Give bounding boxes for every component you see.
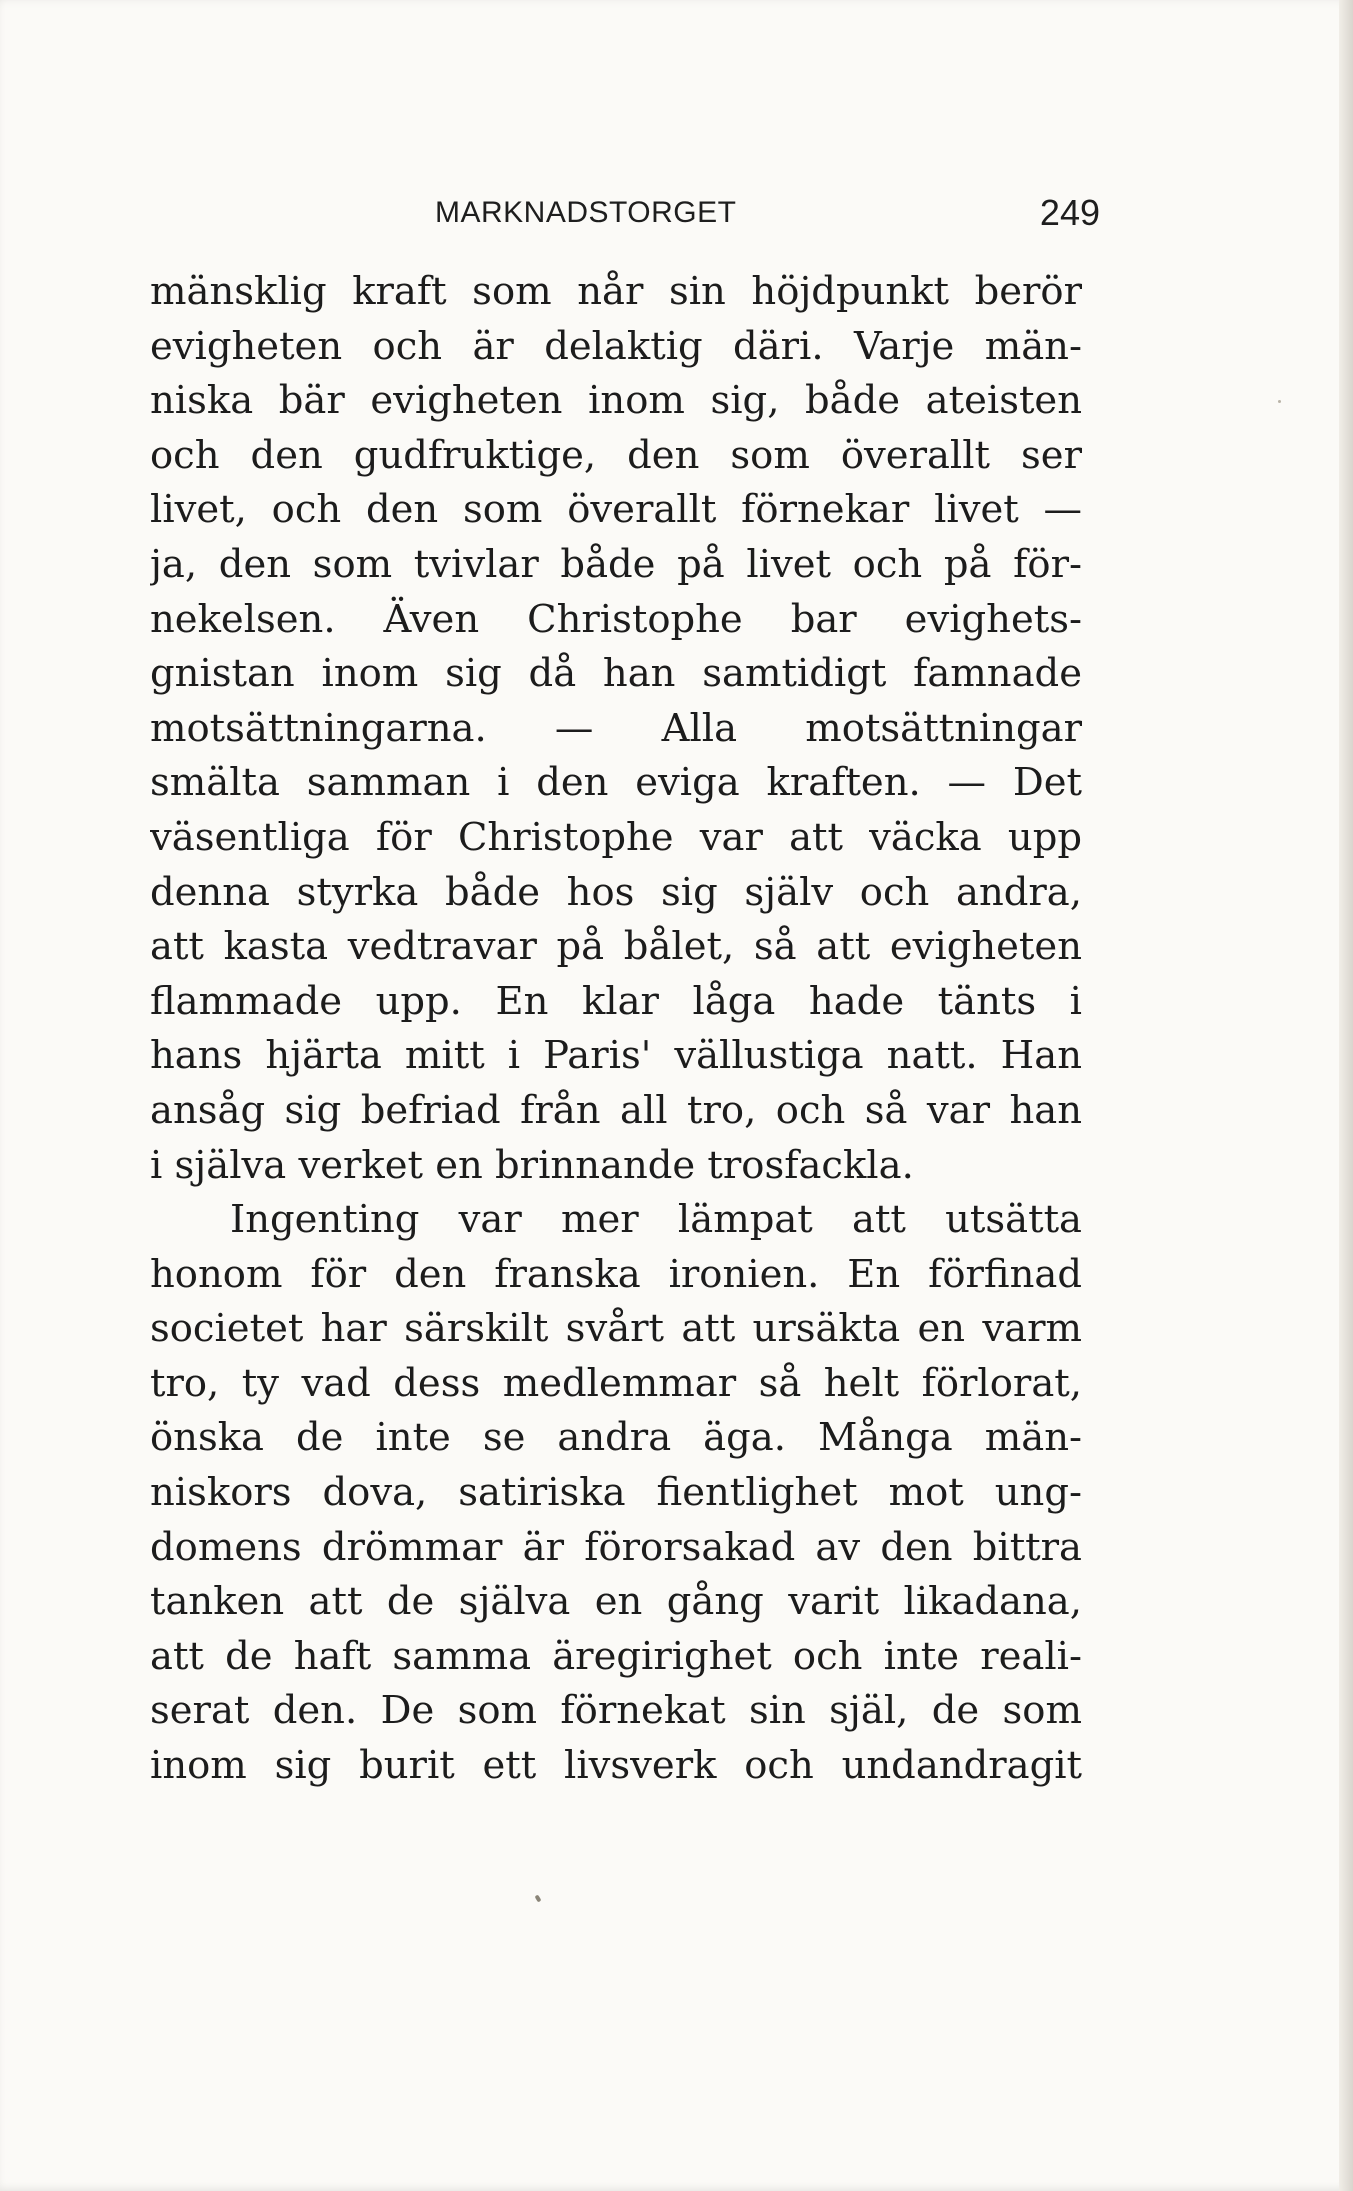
text-line: niskors dova, satiriska fientlighet mot ung- xyxy=(150,1470,1082,1516)
paragraph-2 xyxy=(150,1193,1082,1794)
text-line: väsentliga för Christophe var att väcka upp xyxy=(150,814,1082,860)
text-line: gnistan inom sig då han samtidigt famnade xyxy=(150,651,1082,697)
text-line: flammade upp. En klar låga hade tänts i xyxy=(150,978,1082,1024)
page-number: 249 xyxy=(1039,192,1100,233)
text-line: evigheten och är delaktig däri. Varje män- xyxy=(150,323,1082,369)
text-line: ja, den som tvivlar både på livet och på för- xyxy=(150,541,1082,587)
ink-speck xyxy=(535,1894,542,1902)
text-line: honom för den franska ironien. En förfinad xyxy=(150,1251,1082,1297)
text-line: livet, och den som överallt förnekar livet — xyxy=(150,487,1082,533)
text-line: tanken att de själva en gång varit likadana, xyxy=(150,1579,1082,1625)
paper-speck xyxy=(1278,400,1281,403)
text-line: niska bär evigheten inom sig, både ateisten xyxy=(150,378,1082,424)
text-line: nekelsen. Även Christophe bar evighets- xyxy=(150,596,1082,642)
text-line: och den gudfruktige, den som överallt ser xyxy=(150,432,1082,478)
text-line: Ingenting var mer lämpat att utsätta xyxy=(230,1197,1082,1243)
text-line: domens drömmar är förorsakad av den bittra xyxy=(150,1524,1082,1570)
text-line: tro, ty vad dess medlemmar så helt förlorat, xyxy=(150,1360,1082,1406)
text-line: smälta samman i den eviga kraften. — Det xyxy=(150,760,1082,806)
text-line: önska de inte se andra äga. Många män- xyxy=(150,1415,1082,1461)
text-line: att de haft samma äregirighet och inte reali- xyxy=(150,1633,1082,1679)
text-line: ansåg sig befriad från all tro, och så var han xyxy=(150,1087,1082,1133)
text-line: denna styrka både hos sig själv och andra, xyxy=(150,869,1082,915)
text-line: inom sig burit ett livsverk och undandragit xyxy=(150,1743,1082,1789)
running-title: MARKNADSTORGET xyxy=(435,196,737,229)
text-line: hans hjärta mitt i Paris' vällustiga natt. Han xyxy=(150,1033,1082,1079)
text-line: societet har särskilt svårt att ursäkta en varm xyxy=(150,1306,1082,1352)
text-line: mänsklig kraft som når sin höjdpunkt berör xyxy=(150,269,1082,314)
text-line: i själva verket en brinnande trosfackla. xyxy=(150,1142,914,1188)
body-text xyxy=(150,265,1082,1794)
text-line: att kasta vedtravar på bålet, så att evigheten xyxy=(150,924,1082,970)
text-line: motsättningarna. — Alla motsättningar xyxy=(150,705,1082,751)
paragraph-1 xyxy=(150,265,1082,1193)
text-line: serat den. De som förnekat sin själ, de som xyxy=(150,1688,1082,1734)
page-edge xyxy=(1339,0,1353,2191)
